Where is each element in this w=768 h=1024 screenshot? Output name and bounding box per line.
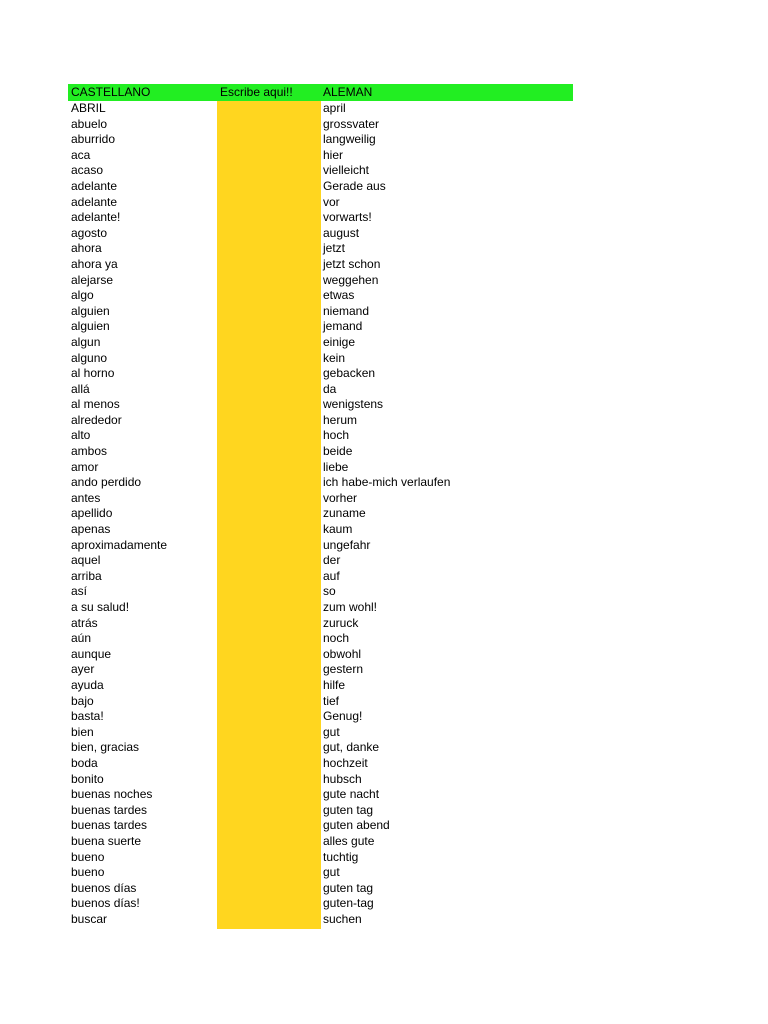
table-row (68, 647, 573, 663)
german-word: jetzt (323, 241, 346, 256)
spanish-word: bien, gracias (71, 740, 140, 755)
spanish-word: buenos días! (71, 896, 140, 911)
table-row (68, 132, 573, 148)
german-word: gestern (323, 662, 364, 677)
german-word: jetzt schon (323, 256, 381, 271)
table-row (68, 725, 573, 741)
table-row (68, 740, 573, 756)
spanish-word: alguien (71, 303, 110, 318)
spanish-word: adelante (71, 194, 118, 209)
spanish-word: aca (71, 147, 91, 162)
spanish-word: al menos (71, 397, 120, 412)
table-row (68, 865, 573, 881)
table-row (68, 538, 573, 554)
german-word: vielleicht (323, 163, 370, 178)
table-row (68, 772, 573, 788)
spanish-word: ABRIL (71, 101, 106, 115)
spanish-word: buenas tardes (71, 818, 148, 833)
german-word: vorwarts! (323, 210, 372, 225)
german-word: suchen (323, 911, 362, 926)
spanish-word: bajo (71, 693, 94, 708)
table-row (68, 912, 573, 928)
german-word: niemand (323, 303, 370, 318)
table-row (68, 631, 573, 647)
german-word: jemand (323, 319, 363, 334)
german-word: zuruck (323, 615, 359, 630)
vocabulary-sheet (68, 84, 573, 926)
german-word: vor (323, 194, 340, 209)
table-row (68, 382, 573, 398)
table-row (68, 257, 573, 273)
table-row (68, 756, 573, 772)
table-row (68, 460, 573, 476)
table-row (68, 413, 573, 429)
german-word: so (323, 584, 336, 599)
spanish-word: ayuda (71, 677, 104, 692)
spanish-word: apellido (71, 506, 113, 521)
table-row (68, 491, 573, 507)
spanish-word: aunque (71, 646, 112, 661)
table-row (68, 569, 573, 585)
spanish-word: alejarse (71, 272, 114, 287)
spanish-word: buenas tardes (71, 802, 148, 817)
spanish-word: buenas noches (71, 787, 153, 802)
table-row (68, 709, 573, 725)
table-row (68, 273, 573, 289)
spanish-word: algo (71, 288, 94, 303)
german-word: vorher (323, 490, 358, 505)
table-row (68, 881, 573, 897)
table-row (68, 444, 573, 460)
vocabulary-rows (68, 101, 573, 927)
spanish-word: acaso (71, 163, 104, 178)
header-castellano: CASTELLANO (71, 85, 151, 99)
german-word: hochzeit (323, 755, 368, 770)
german-word: Gerade aus (323, 178, 386, 193)
german-word: hilfe (323, 677, 346, 692)
german-word: Genug! (323, 709, 363, 724)
german-word: auf (323, 568, 340, 583)
german-word: guten tag (323, 880, 374, 895)
german-word: etwas (323, 288, 355, 303)
german-word: zuname (323, 506, 366, 521)
spanish-word: agosto (71, 225, 108, 240)
spanish-word: atrás (71, 615, 98, 630)
table-row (68, 787, 573, 803)
german-word: august (323, 225, 360, 240)
table-row (68, 226, 573, 242)
spanish-word: así (71, 584, 88, 599)
spanish-word: ahora (71, 241, 102, 256)
spanish-word: buenos días (71, 880, 137, 895)
table-row (68, 179, 573, 195)
german-word: ich habe-mich verlaufen (323, 475, 451, 490)
table-row (68, 678, 573, 694)
table-row (68, 600, 573, 616)
spanish-word: arriba (71, 568, 102, 583)
german-word: alles gute (323, 833, 375, 848)
german-word: gut (323, 865, 340, 880)
german-word: tief (323, 693, 340, 708)
table-row (68, 366, 573, 382)
german-word: kein (323, 350, 346, 365)
table-row (68, 241, 573, 257)
table-row (68, 163, 573, 179)
table-row (68, 662, 573, 678)
german-word: gut (323, 724, 340, 739)
spanish-word: ahora ya (71, 256, 118, 271)
spanish-word: aquel (71, 553, 101, 568)
spanish-word: amor (71, 459, 99, 474)
table-row (68, 351, 573, 367)
table-row (68, 475, 573, 491)
german-word: hier (323, 147, 344, 162)
header-escribe-aqui: Escribe aqui!! (220, 85, 293, 99)
german-word: hoch (323, 428, 350, 443)
german-word: april (323, 101, 346, 115)
spanish-word: buscar (71, 911, 108, 926)
german-word: grossvater (323, 116, 380, 131)
spanish-word: adelante! (71, 210, 121, 225)
table-row (68, 117, 573, 133)
spanish-word: buena suerte (71, 833, 142, 848)
spanish-word: adelante (71, 178, 118, 193)
spanish-word: algun (71, 334, 101, 349)
german-word: guten tag (323, 802, 374, 817)
spanish-word: boda (71, 755, 98, 770)
spanish-word: alguno (71, 350, 108, 365)
spanish-word: allá (71, 381, 90, 396)
german-word: herum (323, 412, 358, 427)
german-word: gute nacht (323, 787, 380, 802)
german-word: hubsch (323, 771, 362, 786)
german-word: gebacken (323, 366, 376, 381)
german-word: gut, danke (323, 740, 380, 755)
spanish-word: a su salud! (71, 600, 130, 614)
spanish-word: aburrido (71, 132, 116, 147)
table-row (68, 584, 573, 600)
table-row (68, 694, 573, 710)
spanish-word: basta! (71, 709, 104, 724)
german-word: kaum (323, 522, 353, 537)
german-word: da (323, 381, 337, 396)
header-aleman: ALEMAN (323, 85, 373, 99)
table-row (68, 148, 573, 164)
table-row (68, 288, 573, 304)
spanish-word: bueno (71, 865, 105, 880)
spanish-word: apenas (71, 522, 111, 537)
german-word: beide (323, 444, 353, 459)
spanish-word: abuelo (71, 116, 108, 131)
table-row (68, 522, 573, 538)
table-row (68, 850, 573, 866)
spanish-word: alrededor (71, 412, 122, 427)
table-row (68, 195, 573, 211)
table-row (68, 803, 573, 819)
spanish-word: aún (71, 631, 92, 646)
table-row (68, 506, 573, 522)
german-word: obwohl (323, 646, 362, 661)
german-word: guten abend (323, 818, 390, 833)
german-word: guten-tag (323, 896, 374, 911)
german-word: weggehen (323, 272, 379, 287)
spanish-word: alto (71, 428, 91, 443)
table-row (68, 428, 573, 444)
german-word: wenigstens (323, 397, 384, 412)
table-row (68, 553, 573, 569)
spanish-word: alguien (71, 319, 110, 334)
german-word: der (323, 553, 341, 568)
header-row (68, 84, 573, 101)
table-row (68, 818, 573, 834)
table-row (68, 616, 573, 632)
spanish-word: bueno (71, 849, 105, 864)
german-word: noch (323, 631, 350, 646)
spanish-word: al horno (71, 366, 115, 381)
spanish-word: bien (71, 724, 94, 739)
table-row (68, 319, 573, 335)
german-word: zum wohl! (323, 600, 378, 614)
german-word: ungefahr (323, 537, 371, 552)
spanish-word: ambos (71, 444, 108, 459)
spanish-word: aproximadamente (71, 537, 168, 552)
spanish-word: ando perdido (71, 475, 142, 490)
table-row (68, 304, 573, 320)
table-row (68, 335, 573, 351)
spanish-word: ayer (71, 662, 95, 677)
german-word: langweilig (323, 132, 376, 147)
table-row (68, 210, 573, 226)
german-word: einige (323, 334, 356, 349)
spanish-word: bonito (71, 771, 104, 786)
table-row (68, 896, 573, 912)
german-word: tuchtig (323, 849, 359, 864)
table-row (68, 397, 573, 413)
table-row (68, 834, 573, 850)
table-row (68, 101, 573, 117)
spanish-word: antes (71, 490, 101, 505)
german-word: liebe (323, 459, 349, 474)
